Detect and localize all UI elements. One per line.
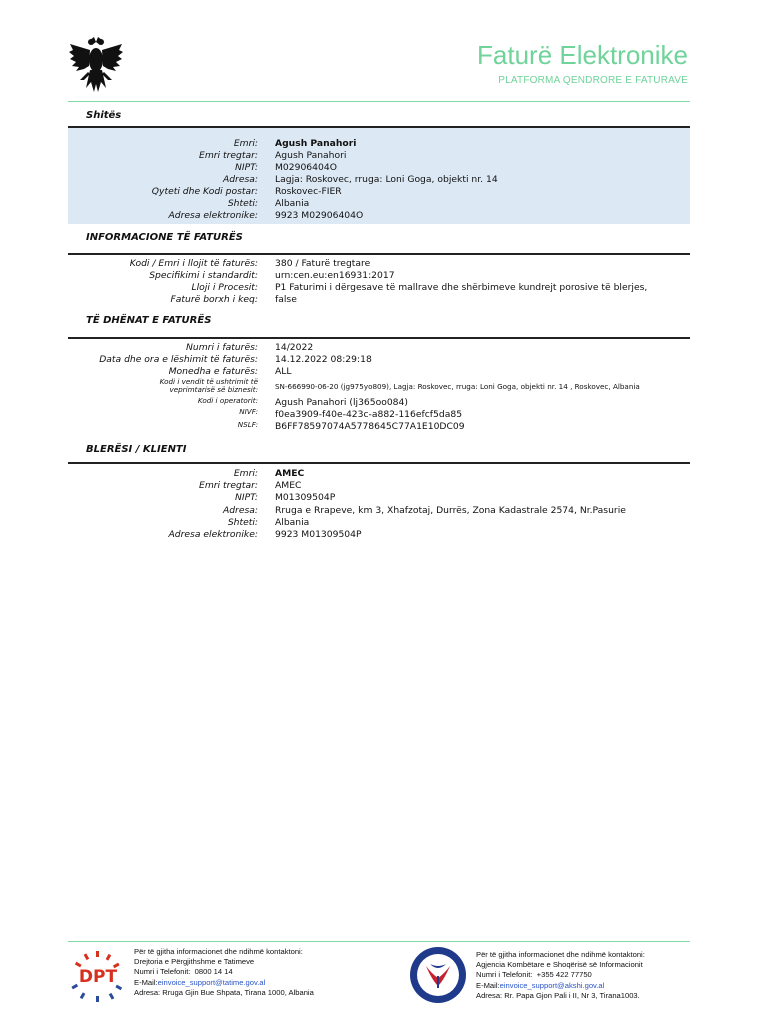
footer-left-phone-label: Numri i Telefonit: bbox=[134, 967, 191, 977]
footer-left-email-row bbox=[134, 978, 314, 988]
buyer-email-label: Adresa elektronike: bbox=[168, 529, 258, 540]
bad-debt-label: Faturë borxh i keq: bbox=[170, 294, 258, 305]
seller-email-label: Adresa elektronike: bbox=[168, 210, 258, 221]
footer-left-line2: Drejtoria e Përgjithshme e Tatimeve bbox=[134, 957, 255, 967]
footer-right-phone: +355 422 77750 bbox=[536, 970, 592, 980]
seller-city-value: Roskovec-FIER bbox=[275, 186, 342, 197]
seller-trade-name-value: Agush Panahori bbox=[275, 150, 347, 161]
footer-left-email-label: E-Mail: bbox=[134, 977, 158, 987]
business-unit-value: SN-666990-06-20 (jg975yo809), Lagja: Roskovec, rruga: Loni Goga, objekti nr. 14 , Roskovec, Albania bbox=[275, 382, 640, 391]
seller-trade-name-label: Emri tregtar: bbox=[199, 150, 258, 161]
footer-right-text bbox=[476, 950, 645, 1001]
seller-name-value: Agush Panahori bbox=[275, 138, 357, 149]
standard-spec-value: urn:cen.eu:en16931:2017 bbox=[275, 270, 395, 281]
buyer-name-label: Emri: bbox=[233, 468, 258, 479]
buyer-nipt-value: M01309504P bbox=[275, 492, 336, 503]
issue-datetime-label: Data dhe ora e lëshimit të faturës: bbox=[99, 354, 258, 365]
seller-country-label: Shteti: bbox=[227, 198, 258, 209]
footer-left-line1: Për të gjitha informacionet dhe ndihmë kontaktoni: bbox=[134, 947, 303, 956]
header-divider bbox=[68, 101, 690, 102]
footer-right-phone-label: Numri i Telefonit: bbox=[476, 970, 533, 980]
seller-nipt-value: M02906404O bbox=[275, 162, 337, 173]
footer-left-email-link[interactable]: einvoice_support@tatime.gov.al bbox=[157, 977, 266, 987]
footer-left-phone: 0800 14 14 bbox=[194, 967, 233, 977]
invoice-data-section-title: TË DHËNAT E FATURËS bbox=[86, 315, 212, 326]
issue-datetime-value: 14.12.2022 08:29:18 bbox=[275, 354, 372, 365]
business-unit-label-line1: Kodi i vendit të ushtrimit të bbox=[159, 377, 258, 386]
operator-label: Kodi i operatorit: bbox=[197, 396, 258, 405]
invoice-info-section-title: INFORMACIONE TË FATURËS bbox=[86, 232, 243, 243]
seller-nipt-label: NIPT: bbox=[235, 162, 258, 173]
footer-left-address: Adresa: Rruga Gjin Bue Shpata, Tirana 1000, Albania bbox=[134, 987, 314, 997]
buyer-country-label: Shteti: bbox=[227, 517, 258, 528]
footer-right-line1: Për të gjitha informacionet dhe ndihmë kontaktoni: bbox=[476, 950, 645, 959]
footer-right-line2: Agjencia Kombëtare e Shoqërisë së Informacionit bbox=[476, 960, 643, 970]
footer-divider bbox=[68, 941, 690, 942]
invoice-data-divider bbox=[68, 337, 690, 339]
footer-left-phone-row bbox=[134, 967, 314, 977]
footer-right-email-label: E-Mail: bbox=[476, 980, 500, 990]
buyer-trade-name-value: AMEC bbox=[275, 480, 302, 491]
buyer-email-value: 9923 M01309504P bbox=[275, 529, 362, 540]
buyer-address-label: Adresa: bbox=[222, 505, 258, 516]
business-unit-label-line2: veprimtarisë së biznesit: bbox=[169, 385, 258, 394]
buyer-nipt-label: NIPT: bbox=[235, 492, 258, 503]
albanian-eagle-emblem-icon bbox=[68, 36, 124, 98]
buyer-section-title: BLERËSI / KLIENTI bbox=[86, 444, 187, 455]
nslf-value: B6FF78597074A5778645C77A1E10DC09 bbox=[275, 421, 465, 432]
invoice-type-label: Kodi / Emri i llojit të faturës: bbox=[129, 258, 258, 269]
buyer-country-value: Albania bbox=[275, 517, 310, 528]
dpt-logo-text: DPT bbox=[78, 967, 118, 987]
seller-email-value: 9923 M02906404O bbox=[275, 210, 364, 221]
footer-right-email-row bbox=[476, 981, 645, 991]
nivf-value: f0ea3909-f40e-423c-a882-116efcf5da85 bbox=[275, 409, 463, 420]
buyer-name-value: AMEC bbox=[275, 468, 305, 479]
buyer-divider bbox=[68, 462, 690, 464]
footer-right-phone-row bbox=[476, 970, 645, 980]
currency-label: Monedha e faturës: bbox=[168, 366, 258, 377]
process-type-value: P1 Faturimi i dërgesave të mallrave dhe shërbimeve kundrejt porosive të blerjes, bbox=[275, 282, 648, 293]
currency-value: ALL bbox=[275, 366, 292, 377]
seller-address-value: Lagja: Roskovec, rruga: Loni Goga, objekti nr. 14 bbox=[275, 174, 498, 185]
document-subtitle: PLATFORMA QENDRORE E FATURAVE bbox=[498, 75, 688, 86]
buyer-address-value: Rruga e Rrapeve, km 3, Xhafzotaj, Durrës, Zona Kadastrale 2574, Nr.Pasurie bbox=[275, 505, 626, 516]
invoice-type-value: 380 / Faturë tregtare bbox=[275, 258, 371, 269]
seller-section-title: Shitës bbox=[86, 110, 122, 121]
buyer-trade-name-label: Emri tregtar: bbox=[199, 480, 258, 491]
akshi-logo bbox=[408, 946, 468, 1004]
footer-right-address: Adresa: Rr. Papa Gjon Pali i II, Nr 3, Tirana1003. bbox=[476, 990, 640, 1000]
invoice-info-divider bbox=[68, 253, 690, 255]
seller-country-value: Albania bbox=[275, 198, 310, 209]
seller-city-label: Qyteti dhe Kodi postar: bbox=[151, 186, 258, 197]
process-type-label: Lloji i Procesit: bbox=[191, 282, 258, 293]
footer-left-text bbox=[134, 947, 314, 998]
nslf-label: NSLF: bbox=[237, 420, 258, 429]
bad-debt-value: false bbox=[275, 294, 297, 305]
document-title: Faturë Elektronike bbox=[477, 40, 688, 70]
dpt-logo bbox=[68, 948, 128, 1004]
operator-value: Agush Panahori (lj365oo084) bbox=[275, 397, 408, 408]
footer-right-email-link[interactable]: einvoice_support@akshi.gov.al bbox=[499, 980, 605, 990]
seller-name-label: Emri: bbox=[233, 138, 258, 149]
invoice-number-label: Numri i faturës: bbox=[186, 342, 258, 353]
nivf-label: NIVF: bbox=[239, 407, 258, 416]
seller-address-label: Adresa: bbox=[222, 174, 258, 185]
standard-spec-label: Specifikimi i standardit: bbox=[149, 270, 258, 281]
invoice-number-value: 14/2022 bbox=[275, 342, 314, 353]
